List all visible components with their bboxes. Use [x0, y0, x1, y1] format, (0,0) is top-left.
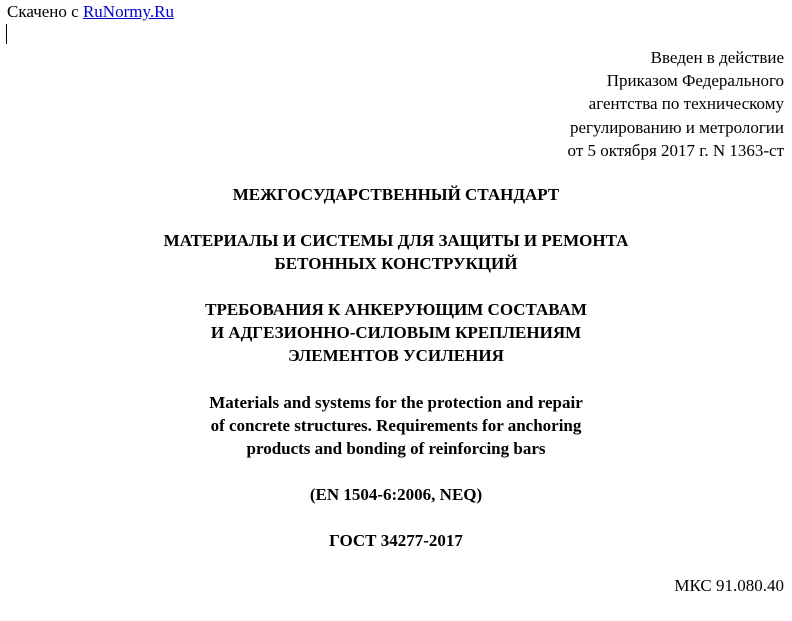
title-ru-secondary-line: ТРЕБОВАНИЯ К АНКЕРУЮЩИМ СОСТАВАМ [205, 300, 587, 319]
enactment-note [568, 46, 784, 162]
text-cursor [6, 24, 7, 44]
enactment-line: от 5 октября 2017 г. N 1363-ст [567, 140, 784, 160]
title-en-line: Materials and systems for the protection and repair [209, 393, 583, 412]
standard-designation: ГОСТ 34277-2017 [329, 531, 463, 550]
title-ru-primary-line: БЕТОННЫХ КОНСТРУКЦИЙ [274, 254, 518, 273]
source-link[interactable]: RuNormy.Ru [82, 2, 174, 21]
title-ru-secondary-line: И АДГЕЗИОННО-СИЛОВЫМ КРЕПЛЕНИЯМ [210, 323, 582, 342]
mks-code: МКС 91.080.40 [674, 576, 784, 595]
enactment-line: Приказом Федерального [606, 71, 784, 91]
enactment-line: регулированию и метрологии [569, 117, 784, 137]
title-en-line: of concrete structures. Requirements for anchoring [210, 416, 582, 435]
title-en [0, 391, 792, 460]
title-ru-primary [0, 229, 792, 275]
title-ru-secondary [0, 298, 792, 367]
source-prefix: Скачено с [7, 2, 79, 21]
reference-standard: (EN 1504-6:2006, NEQ) [309, 485, 483, 504]
enactment-line: агентства по техническому [588, 94, 784, 114]
source-line [7, 2, 174, 22]
title-ru-secondary-line: ЭЛЕМЕНТОВ УСИЛЕНИЯ [288, 346, 504, 365]
enactment-line: Введен в действие [650, 48, 784, 67]
standard-type-heading: МЕЖГОСУДАРСТВЕННЫЙ СТАНДАРТ [232, 185, 560, 204]
title-en-line: products and bonding of reinforcing bars [246, 439, 546, 458]
title-ru-primary-line: МАТЕРИАЛЫ И СИСТЕМЫ ДЛЯ ЗАЩИТЫ И РЕМОНТА [163, 231, 629, 250]
